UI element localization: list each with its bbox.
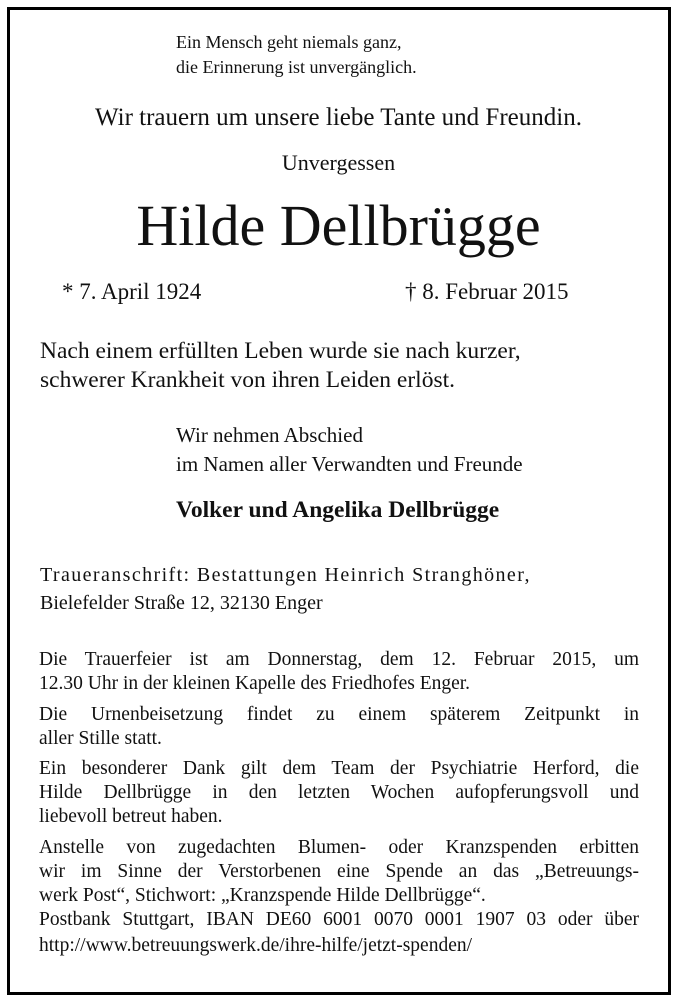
deceased-name: Hilde Dellbrügge <box>136 193 541 258</box>
motto-line-1: Ein Mensch geht niemals ganz, <box>176 32 402 52</box>
body-line: werk Post“, Stichwort: „Kranzspende Hilde Dellbrügge“. <box>39 885 486 906</box>
farewell-line-2: im Namen aller Verwandten und Freunde <box>176 452 523 476</box>
body-line: Anstelle von zugedachten Blumen- oder Kranzspenden erbitten <box>39 837 639 858</box>
intro-text: Wir trauern um unsere liebe Tante und Freundin. <box>95 104 582 131</box>
body-line: Ein besonderer Dank gilt dem Team der Psychiatrie Herford, die <box>39 758 639 779</box>
mourners: Volker und Angelika Dellbrügge <box>176 497 500 523</box>
body-line: Die Urnenbeisetzung findet zu einem späterem Zeitpunkt in <box>39 704 639 725</box>
body-line: Postbank Stuttgart, IBAN DE60 6001 0070 0001 1907 03 oder über <box>39 909 639 930</box>
address-line-2: Bielefelder Straße 12, 32130 Enger <box>40 592 323 614</box>
body-line: aller Stille statt. <box>39 728 162 749</box>
body-line: wir im Sinne der Verstorbenen eine Spende an das „Betreuungs- <box>39 861 639 882</box>
motto-line-2: die Erinnerung ist unvergänglich. <box>176 57 417 77</box>
donation-url: http://www.betreuungswerk.de/ihre-hilfe/jetzt-spenden/ <box>39 935 473 956</box>
body-line: liebevoll betreut haben. <box>39 806 223 827</box>
birth-date: * 7. April 1924 <box>62 279 202 304</box>
subtitle: Unvergessen <box>281 150 396 175</box>
body-line: 12.30 Uhr in der kleinen Kapelle des Friedhofes Enger. <box>39 673 471 694</box>
tribute-line-2: schwerer Krankheit von ihren Leiden erlöst. <box>40 367 456 393</box>
body-line: Hilde Dellbrügge in den letzten Wochen aufopferungsvoll und <box>39 782 639 803</box>
tribute-line-1: Nach einem erfüllten Leben wurde sie nach kurzer, <box>40 338 521 364</box>
farewell-line-1: Wir nehmen Abschied <box>176 423 363 447</box>
death-date: † 8. Februar 2015 <box>405 279 569 304</box>
body-line: Die Trauerfeier ist am Donnerstag, dem 12. Februar 2015, um <box>39 649 639 670</box>
address-line-1: Traueranschrift: Bestattungen Heinrich Stranghöner, <box>40 564 531 586</box>
